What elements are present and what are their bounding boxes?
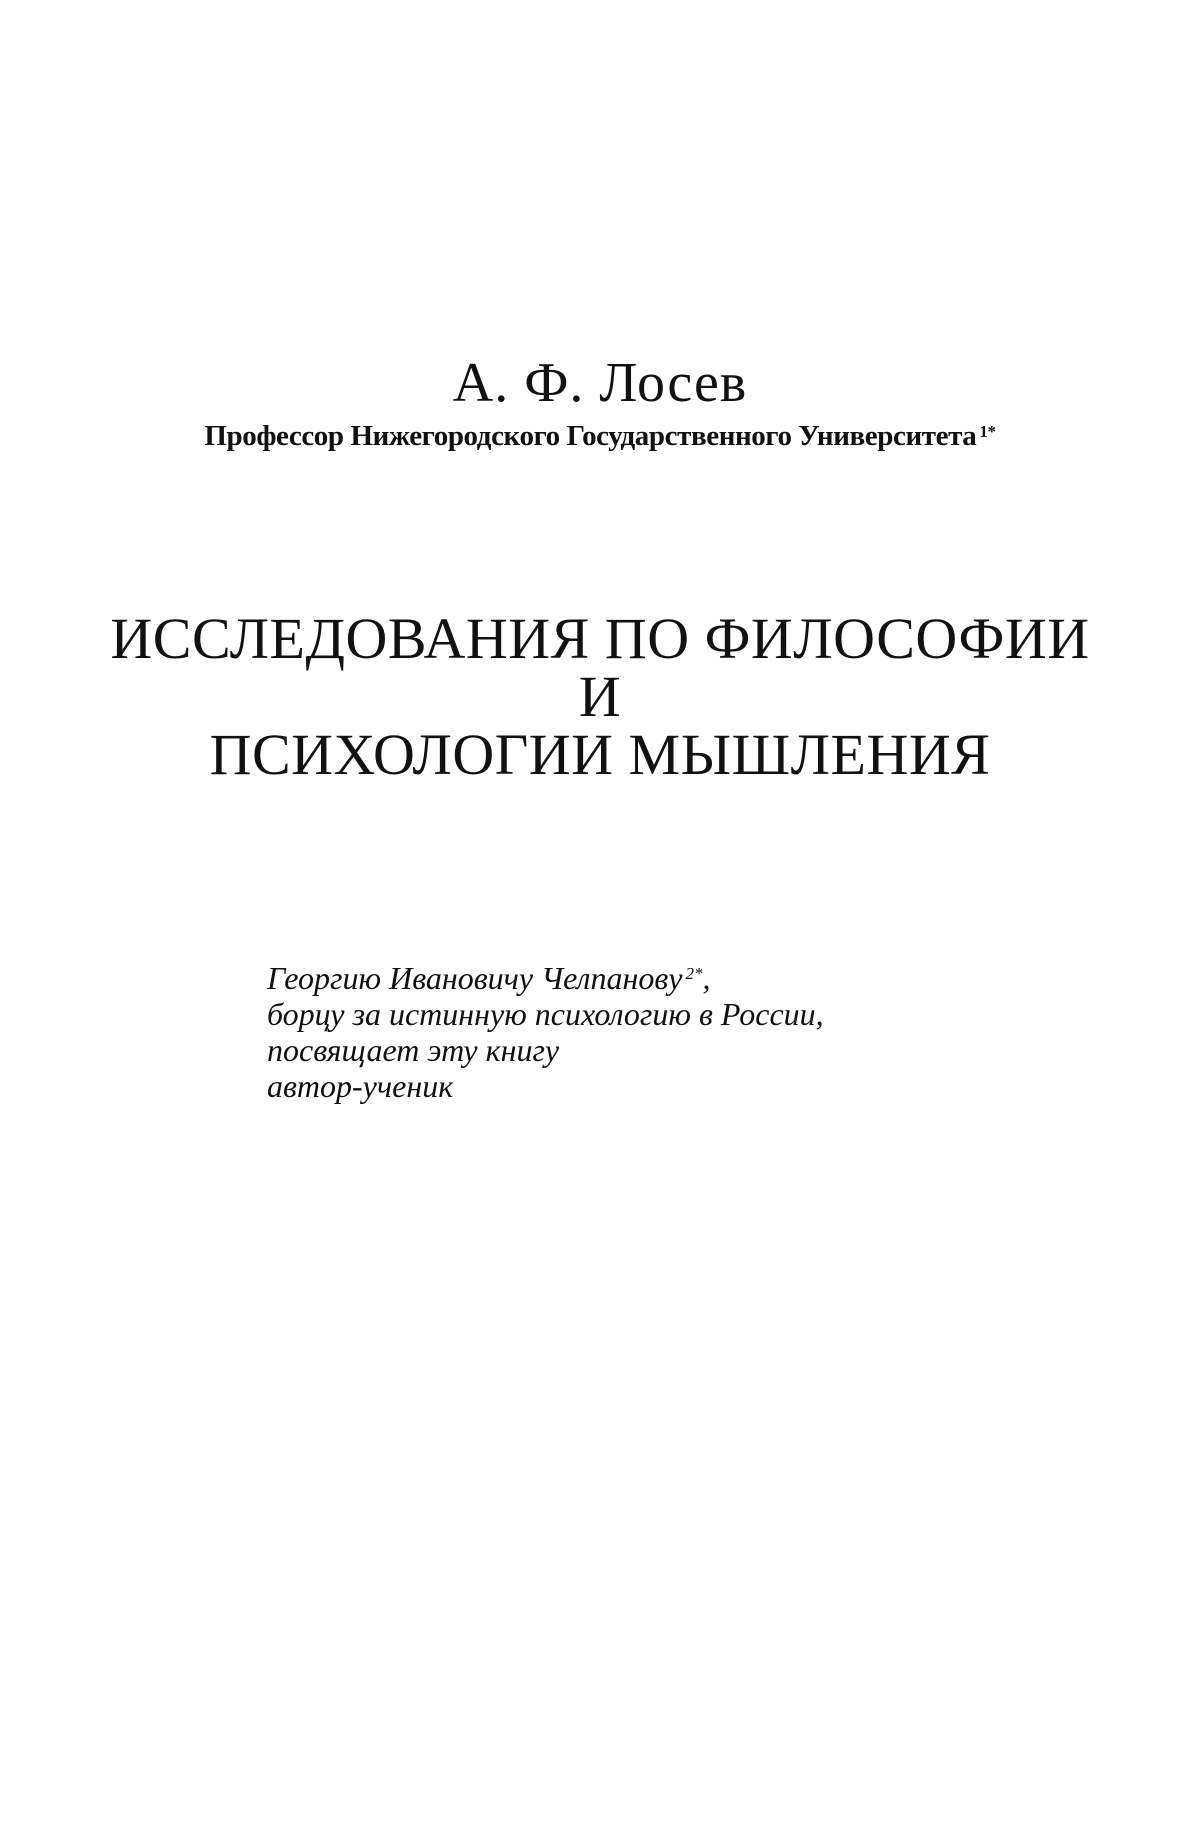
title-line-3: ПСИХОЛОГИИ МЫШЛЕНИЯ [209, 722, 991, 787]
title-line-2: И [578, 664, 622, 729]
dedication-line-3: посвящает эту книгу [267, 1032, 560, 1068]
dedication-recipient: Георгию Ивановичу Челпанову [267, 960, 683, 996]
dedication-line-1 [267, 960, 1067, 996]
author-name: А. Ф. Лосев [452, 352, 748, 414]
affiliation-footnote-marker: 1* [979, 422, 996, 441]
dedication [267, 960, 1067, 1104]
dedication-footnote-marker: 2* [685, 964, 703, 983]
book-title [0, 606, 1200, 787]
dedication-line-4: автор-ученик [267, 1068, 454, 1104]
author-affiliation [0, 418, 1200, 454]
dedication-comma: , [702, 960, 711, 996]
title-line-1: ИССЛЕДОВАНИЯ ПО ФИЛОСОФИИ [110, 606, 1090, 671]
affiliation-text: Профессор Нижегородского Государственного Университета [204, 420, 977, 452]
dedication-line-2: борцу за истинную психологию в России, [267, 996, 824, 1032]
